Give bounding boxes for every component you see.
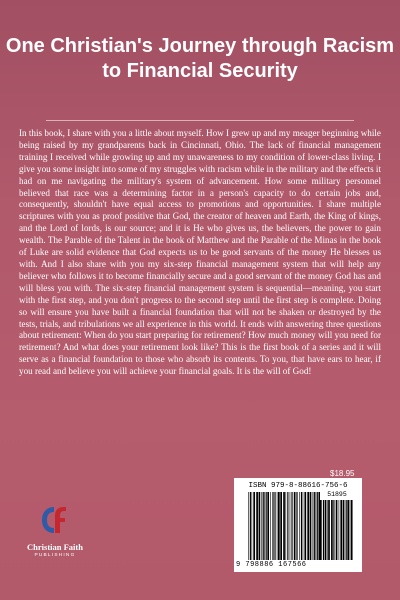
barcode-bar <box>328 500 330 560</box>
barcode-bar <box>264 492 265 560</box>
barcode-bar <box>261 492 262 560</box>
barcode-bar <box>325 500 327 560</box>
price-label: $18.95 <box>330 469 355 478</box>
barcode-bar <box>294 492 296 560</box>
barcode-bar <box>351 500 353 560</box>
barcode-bar <box>296 492 297 560</box>
barcode-bar <box>280 492 282 560</box>
barcode-bar <box>266 492 267 560</box>
barcode-bar <box>286 492 287 560</box>
barcode-bar <box>291 492 292 560</box>
barcode-bar <box>303 492 304 560</box>
barcode-bar <box>313 492 314 560</box>
cf-monogram-icon <box>38 504 70 536</box>
barcode-bar <box>297 492 298 560</box>
barcode-bar <box>310 492 312 560</box>
barcode-bar <box>267 492 269 560</box>
isbn-label: ISBN 979-8-88616-756-6 <box>248 482 348 490</box>
publisher-tagline: PUBLISHING <box>34 553 76 558</box>
barcode-bar <box>272 492 273 560</box>
barcode-bar <box>320 500 322 560</box>
barcode-bar <box>333 500 334 560</box>
barcode-number: 9 798886 167566 <box>236 561 307 569</box>
barcode-bar <box>277 492 278 560</box>
barcode-bar <box>256 492 258 560</box>
barcode-bar <box>316 492 317 560</box>
addon-bars <box>320 500 354 560</box>
barcode-bar <box>287 492 288 560</box>
title-divider <box>46 120 354 121</box>
publisher-name: Christian Faith <box>27 542 83 552</box>
barcode-bar <box>307 492 309 560</box>
barcode-bar <box>350 500 351 560</box>
barcode-bar <box>263 492 264 560</box>
barcode-bar <box>248 492 249 560</box>
barcode-bar <box>327 500 328 560</box>
barcode-bar <box>314 492 315 560</box>
barcode-bar <box>278 492 280 560</box>
barcode-bar <box>331 500 333 560</box>
isbn-barcode <box>234 478 362 572</box>
ean-bars <box>248 492 320 560</box>
barcode-bar <box>270 492 271 560</box>
barcode-bar <box>250 492 251 560</box>
back-cover-blurb: In this book, I share with you a little about myself. How I grew up and my meager beginning while being raised by my grandparents back in Cincinnati, Ohio. The lack of financial management training I received while growing up and my unawareness to my condition of lower-class living. I give you some insight into some of my struggles with racism while in the military and the effects it had on me navigating the military's system of advancement. How some military personnel believed that race was a determining factor in a person's capacity to do certain jobs and, consequently, shouldn't have equal access to promotions and opportunities. I share multiple scriptures with you as proof positive that God, the creator of heaven and Earth, the King of kings, and the Lord of lords, is our source; and it is He who gives us, the believers, the power to gain wealth. The Parable of the Talent in the book of Matthew and the Parable of the Minas in the book of Luke are solid evidence that God expects us to be good servants of the money He blesses us with. And I also share with you my six-step financial management system that will help any believer who follows it to become financially secure and a good servant of the money God has and will bless you with. The six-step financial management system is sequential—meaning, you start with the first step, and you don't progress to the second step until the first step is complete. Doing so will ensure you have built a financial foundation that will not be shaken or destroyed by the tests, trials, and tribulations we all experience in this world. It ends with answering three questions about retirement: When do you start preparing for retirement? How much money will you need for retirement? And what does your retirement look like? This is the first book of a series and it will serve as a financial foundation to those who absorb its contents. To you, that have ears to hear, if you read and believe you will achieve your financial goals. It is the will of God! <box>19 128 381 377</box>
barcode-bar <box>299 492 300 560</box>
barcode-bar <box>339 500 340 560</box>
barcode-bar <box>317 492 318 560</box>
barcode-bar <box>283 492 285 560</box>
barcode-bar <box>347 500 349 560</box>
barcode-addon-label: 51895 <box>327 491 347 498</box>
book-title: One Christian's Journey through Racism to Financial Security <box>5 35 395 82</box>
barcode-bar <box>273 492 274 560</box>
barcode-bar <box>343 500 345 560</box>
barcode-bar <box>274 492 275 560</box>
barcode-bar <box>323 500 324 560</box>
barcode-bar <box>336 500 338 560</box>
barcode-bar <box>259 492 261 560</box>
barcode-bar <box>346 500 347 560</box>
barcode-bar <box>301 492 302 560</box>
barcode-bar <box>340 500 342 560</box>
barcode-bar <box>252 492 253 560</box>
barcode-bar <box>253 492 255 560</box>
barcode-bar <box>304 492 306 560</box>
barcode-bar <box>290 492 291 560</box>
